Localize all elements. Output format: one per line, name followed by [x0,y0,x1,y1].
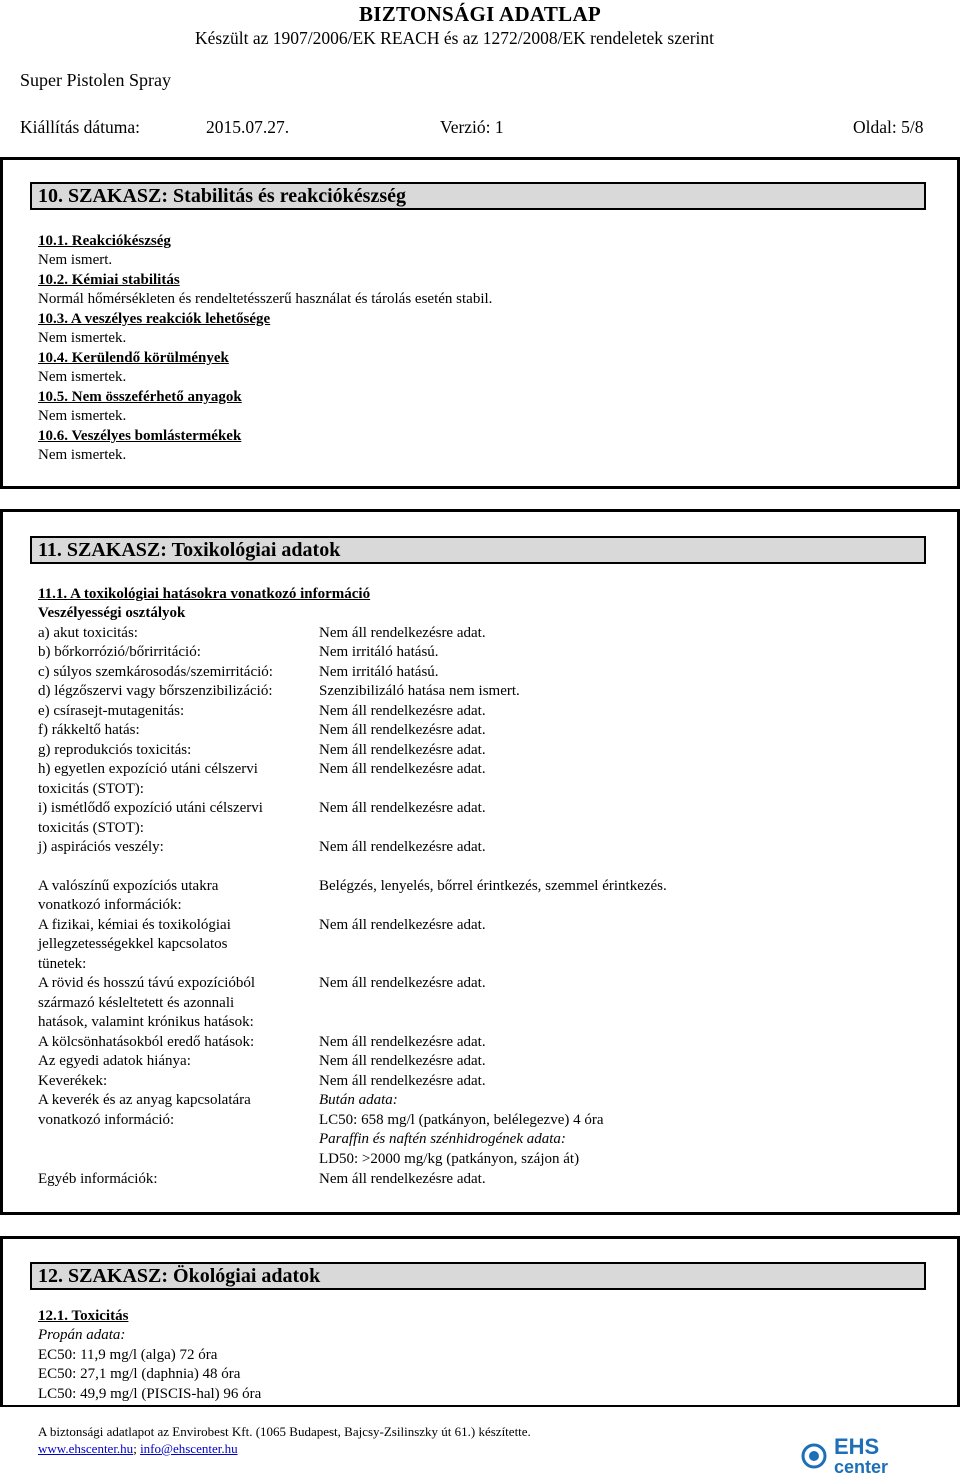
hazard-row-value: Nem áll rendelkezésre adat. [319,839,486,855]
product-name: Super Pistolen Spray [20,70,171,90]
email-link[interactable]: info@ehscenter.hu [140,1441,238,1456]
hazard-row-value: Nem irritáló hatású. [319,664,439,680]
hazard-row-label: h) egyetlen expozíció utáni célszervi [38,761,258,777]
section-10-top-rule [0,157,960,160]
s10-6-text: Nem ismertek. [38,447,127,463]
footer-author: A biztonsági adatlapot az Envirobest Kft. (1065 Budapest, Bajcsy-Zsilinszky út 61.) készítette. [38,1424,531,1439]
info-row-value: Belégzés, lenyelés, bőrrel érintkezés, szemmel érintkezés. [319,878,667,894]
ecotox-line: LC50: 49,9 mg/l (PISCIS-hal) 96 óra [38,1386,262,1402]
hazard-row-label: b) bőrkorrózió/bőrirritáció: [38,644,201,660]
section-12-top-rule [0,1236,960,1239]
s10-6-heading: 10.6. Veszélyes bomlástermékek [38,428,242,444]
s10-5-text: Nem ismertek. [38,408,127,424]
info-row-value: Nem áll rendelkezésre adat. [319,975,486,991]
section-10-bottom-rule [0,486,960,489]
hazard-row-value: Nem áll rendelkezésre adat. [319,703,486,719]
s10-1-text: Nem ismert. [38,252,113,268]
hazard-row-label: j) aspirációs veszély: [38,839,164,855]
hazard-row-label: toxicitás (STOT): [38,781,144,797]
issue-date-label: Kiállítás dátuma: [20,117,141,137]
hazard-row-label: a) akut toxicitás: [38,625,138,641]
propane-data-heading: Propán adata: [38,1327,126,1343]
hazard-row-value: Nem áll rendelkezésre adat. [319,761,486,777]
info-row-label: vonatkozó információk: [38,897,182,913]
s10-2-heading: 10.2. Kémiai stabilitás [38,272,180,288]
info-row-label: Az egyedi adatok hiánya: [38,1053,191,1069]
section-11-left-border [0,509,3,1215]
info-row-label: származó késleltetett és azonnali [38,995,235,1011]
info-row-label: hatások, valamint krónikus hatások: [38,1014,254,1030]
ecotox-line: EC50: 27,1 mg/l (daphnia) 48 óra [38,1366,241,1382]
info-row-value: Nem áll rendelkezésre adat. [319,1034,486,1050]
hazard-row-label: e) csírasejt-mutagenitás: [38,703,185,719]
section-11-top-rule [0,509,960,512]
info-row-value: Nem áll rendelkezésre adat. [319,1073,486,1089]
section-12-heading: 12. SZAKASZ: Ökológiai adatok [30,1262,926,1290]
info-row-label: A rövid és hosszú távú expozícióból [38,975,256,991]
info-row-label: tünetek: [38,956,87,972]
ehs-logo-icon [800,1430,960,1478]
hazard-row-value: Nem áll rendelkezésre adat. [319,625,486,641]
hazard-row-value: Nem áll rendelkezésre adat. [319,742,486,758]
footer-links [38,1441,238,1457]
hazard-classes-heading: Veszélyességi osztályok [38,605,186,621]
info-row-label: jellegzetességekkel kapcsolatos [38,936,228,952]
document-title: BIZTONSÁGI ADATLAP [358,2,602,26]
ecotox-line: EC50: 11,9 mg/l (alga) 72 óra [38,1347,218,1363]
s10-3-heading: 10.3. A veszélyes reakciók lehetősége [38,311,271,327]
s10-2-text: Normál hőmérsékleten és rendeltetésszerű használat és tárolás esetén stabil. [38,291,493,307]
paraffin-ld50: LD50: >2000 mg/kg (patkányon, szájon át) [319,1151,580,1167]
hazard-row-label: g) reprodukciós toxicitás: [38,742,192,758]
document-subtitle: Készült az 1907/2006/EK REACH és az 1272/2008/EK rendeletek szerint [195,28,715,48]
other-info-label: Egyéb információk: [38,1171,158,1187]
info-row-label: A kölcsönhatásokból eredő hatások: [38,1034,255,1050]
section-10-heading: 10. SZAKASZ: Stabilitás és reakciókészség [30,182,926,210]
website-link[interactable]: www.ehscenter.hu [38,1441,134,1456]
s10-3-text: Nem ismertek. [38,330,127,346]
info-row-label: A fizikai, kémiai és toxikológiai [38,917,231,933]
other-info-value: Nem áll rendelkezésre adat. [319,1171,486,1187]
info-row-label: A valószínű expozíciós utakra [38,878,219,894]
mixture-info-label: A keverék és az anyag kapcsolatára [38,1092,251,1108]
hazard-row-label: f) rákkeltő hatás: [38,722,140,738]
logo-text-bottom: center [834,1457,889,1477]
info-row-value: Nem áll rendelkezésre adat. [319,917,486,933]
hazard-row-value: Nem irritáló hatású. [319,644,439,660]
s10-4-heading: 10.4. Kerülendő körülmények [38,350,229,366]
hazard-row-label: i) ismétlődő expozíció utáni célszervi [38,800,263,816]
version: Verzió: 1 [440,117,504,137]
section-10-left-border [0,157,3,489]
paraffin-data-heading: Paraffin és naftén szénhidrogének adata: [319,1131,566,1147]
butane-lc50: LC50: 658 mg/l (patkányon, belélegezve) 4 óra [319,1112,604,1128]
s10-4-text: Nem ismertek. [38,369,127,385]
section-12-left-border [0,1236,3,1406]
s10-1-heading: 10.1. Reakciókészség [38,233,171,249]
section-11-heading: 11. SZAKASZ: Toxikológiai adatok [30,536,926,564]
hazard-row-value: Nem áll rendelkezésre adat. [319,800,486,816]
info-row-value: Nem áll rendelkezésre adat. [319,1053,486,1069]
mixture-info-label: vonatkozó információ: [38,1112,175,1128]
issue-date: 2015.07.27. [206,117,290,137]
butane-data-heading: Bután adata: [319,1092,398,1108]
hazard-row-value: Szenzibilizáló hatása nem ismert. [319,683,520,699]
hazard-row-value: Nem áll rendelkezésre adat. [319,722,486,738]
section-11-bottom-rule [0,1212,960,1215]
info-row-label: Keverékek: [38,1073,108,1089]
link-separator: ; [133,1441,141,1456]
hazard-row-label: c) súlyos szemkárosodás/szemirritáció: [38,664,273,680]
s11-1-heading: 11.1. A toxikológiai hatásokra vonatkozó információ [38,586,371,602]
hazard-row-label: toxicitás (STOT): [38,820,144,836]
logo-text-top: EHS [834,1434,880,1459]
s10-5-heading: 10.5. Nem összeférhető anyagok [38,389,242,405]
s12-1-heading: 12.1. Toxicitás [38,1308,129,1324]
footer-rule [0,1405,960,1407]
ehs-center-logo [800,1430,960,1478]
page-number: Oldal: 5/8 [853,117,924,137]
hazard-row-label: d) légzőszervi vagy bőrszenzibilizáció: [38,683,273,699]
